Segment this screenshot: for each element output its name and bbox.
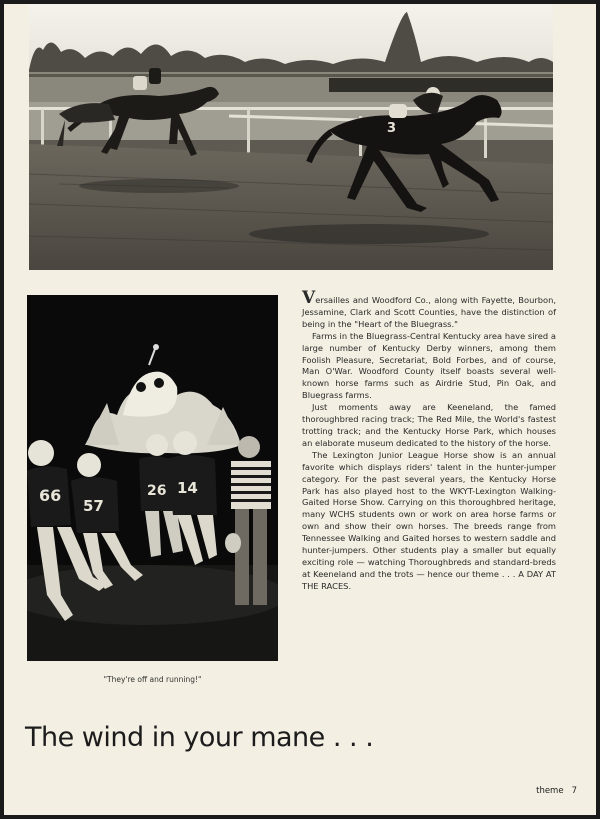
svg-text:14: 14 [177,479,198,497]
page-folio [536,786,577,796]
horse-race-photo [29,4,553,270]
article-paragraph: Just moments away are Keeneland, the famed thoroughbred racing track; The Red Mile, the World's fastest trotting track; and the Kentucky Horse Park, which houses an elaborate museum dedicated to the history of the horse. [302,402,556,448]
photo-caption: "They're off and running!" [103,675,202,684]
yearbook-page [4,4,596,815]
article-paragraph: The Lexington Junior League Horse show is an annual favorite which displays riders' talent in the hunter-jumper category. For the past several years, the Kentucky Horse Park has also played host to the WKYT-Lexington Walking-Gaited Horse Show. Carrying on this thoroughbred heritage, many WCHS students own or work on area horse farms or own and show their own horses. The breeds range from Tennessee Walking and Gaited horses to western saddle and hunter-jumpers. Other students play a smaller but equally exciting role — watching Thoroughbreds and standard-breds at Keeneland and the trots — hence our theme . . . A DAY AT THE RACES. [302,449,556,591]
svg-text:66: 66 [39,486,62,505]
football-team-photo [27,295,278,661]
theme-article [302,288,556,593]
section-label: theme [536,786,564,796]
drop-cap: V [302,288,316,308]
page-headline: The wind in your mane . . . [25,722,374,753]
article-paragraph: Versailles and Woodford Co., along with Fayette, Bourbon, Jessamine, Clark and Scott Counties, have the distinction of being in the "Heart of the Bluegrass." [302,288,556,329]
svg-text:26: 26 [147,483,167,499]
article-paragraph: Farms in the Bluegrass-Central Kentucky area have sired a large number of Kentucky Derby winners, among them Foolish Pleasure, Secretariat, Bold Forbes, and of course, Man O'War. Woodford County itself boasts several well-known horse farms such as Airdrie Stud, Pin Oak, and Bluegrass farms. [302,330,556,401]
page-number: 7 [571,786,577,796]
svg-text:3: 3 [387,121,397,136]
svg-text:57: 57 [83,497,104,515]
